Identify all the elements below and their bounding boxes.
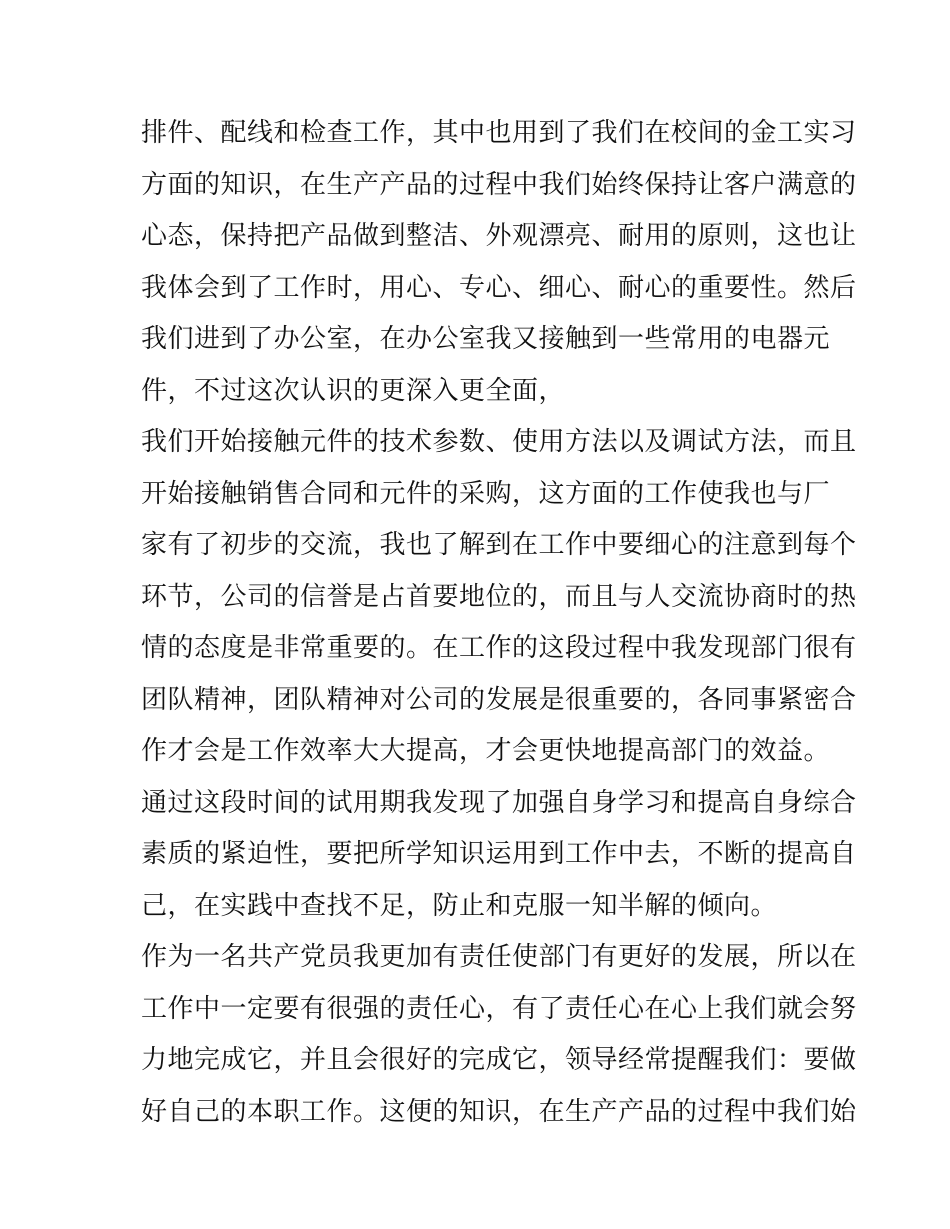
text-line-9: 家有了初步的交流，我也了解到在工作中要细心的注意到每个 bbox=[141, 530, 857, 560]
text-line-5: 我们进到了办公室，在办公室我又接触到一些常用的电器元 bbox=[141, 324, 831, 354]
text-line-12: 团队精神，团队精神对公司的发展是很重要的，各同事紧密合 bbox=[141, 684, 857, 715]
text-line-16: 己，在实践中查找不足，防止和克服一知半解的倾向。 bbox=[141, 890, 778, 921]
text-line-20: 好自己的本职工作。这便的知识，在生产产品的过程中我们始 bbox=[141, 1096, 857, 1127]
text-line-6: 件，不过这次认识的更深入更全面， bbox=[141, 375, 566, 406]
text-line-3: 心态，保持把产品做到整洁、外观漂亮、耐用的原则，这也让 bbox=[141, 221, 857, 251]
text-line-13: 作才会是工作效率大大提高，才会更快地提高部门的效益。 bbox=[141, 736, 831, 766]
text-line-1: 排件、配线和检查工作，其中也用到了我们在校间的金工实习 bbox=[141, 118, 857, 148]
text-line-19: 力地完成它，并且会很好的完成它，领导经常提醒我们：要做 bbox=[141, 1045, 857, 1075]
text-line-11: 情的态度是非常重要的。在工作的这段过程中我发现部门很有 bbox=[141, 633, 857, 663]
text-line-4: 我体会到了工作时，用心、专心、细心、耐心的重要性。然后 bbox=[141, 272, 857, 303]
text-line-8: 开始接触销售合同和元件的采购，这方面的工作使我也与厂 bbox=[141, 478, 831, 509]
body-text bbox=[141, 108, 857, 1138]
text-line-14: 通过这段时间的试用期我发现了加强自身学习和提高自身综合 bbox=[141, 787, 857, 818]
text-line-7: 我们开始接触元件的技术参数、使用方法以及调试方法，而且 bbox=[141, 427, 857, 457]
text-line-15: 素质的紧迫性，要把所学知识运用到工作中去，不断的提高自 bbox=[141, 839, 857, 869]
text-line-2: 方面的知识，在生产产品的过程中我们始终保持让客户满意的 bbox=[141, 169, 857, 200]
text-line-17: 作为一名共产党员我更加有责任使部门有更好的发展，所以在 bbox=[141, 942, 857, 972]
text-line-10: 环节，公司的信誉是占首要地位的，而且与人交流协商时的热 bbox=[141, 581, 857, 612]
text-line-18: 工作中一定要有很强的责任心，有了责任心在心上我们就会努 bbox=[141, 993, 857, 1024]
